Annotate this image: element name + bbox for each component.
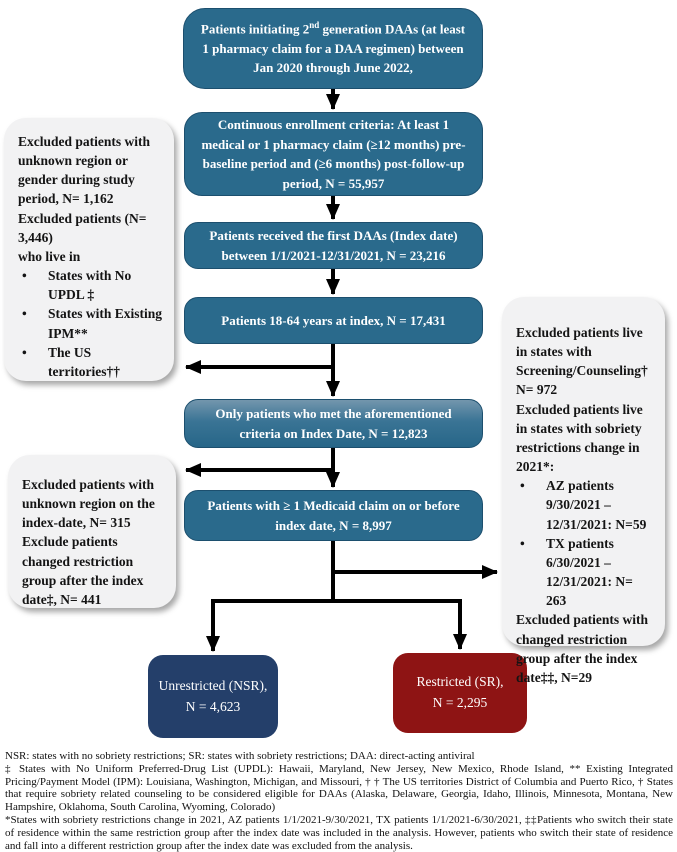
bullet-icon: •: [22, 344, 27, 360]
exclusion-left2-para1: Excluded patients with unknown region on the index-date, N= 315 Exclude patients changed restriction group after the index date‡, N= 441: [22, 477, 155, 607]
flow-box-medicaid-claim: [184, 490, 483, 541]
exclusion-left1-para2: who live in: [18, 248, 81, 264]
outcome-box-restricted: [393, 653, 527, 733]
bullet-icon: •: [520, 535, 525, 551]
exclusion-left1-bullet-2-text: States with Existing IPM**: [48, 306, 163, 341]
footnote-state-definitions: ‡ States with No Uniform Preferred-Drug List (UPDL): Hawaii, Maryland, New Jersey, New Mexico, Rhode Island, ** Existing Integrated Pricing/Payment Model (IPM): Louisiana, Washington, Michigan, and Missouri, † † The US territories District of Columbia and Puerto Rico, † States that require sobriety related counseling to be considered eligible for DAAs (Alaska, Delaware, Georgia, Idaho, Illinois, Minnesota, Montana, New Hampshire, Oklahoma, South Carolina, Wyoming, Colorado): [5, 762, 673, 814]
exclusion-box-unknown-region-index-date: [8, 455, 176, 608]
bullet-icon: •: [22, 268, 27, 284]
flow-box-criteria-text: Only patients who met the aforementioned criteria on Index Date, N = 12,823: [215, 406, 452, 441]
box1-text-suffix: generation DAAs (at least 1 pharmacy claim for a DAA regimen) between Jan 2020 through June 2022,: [202, 21, 466, 76]
flow-box-age-18-64-text: Patients 18-64 years at index, N = 17,431: [221, 312, 446, 328]
exclusion-right-bullet-2: [516, 534, 655, 611]
exclusion-box-unknown-region-gender: [4, 118, 174, 381]
exclusion-right-para3: Excluded patients with changed restriction group after the index date‡‡, N=29: [516, 612, 649, 685]
flow-box-first-daas-text: Patients received the first DAAs (Index date) between 1/1/2021-12/31/2021, N = 23,216: [209, 228, 458, 263]
box1-text-prefix: Patients initiating 2: [200, 21, 310, 37]
flow-box-initiating-daas: [183, 8, 483, 89]
outcome-unrestricted-count: N = 4,623: [185, 698, 241, 714]
outcome-restricted-label: Restricted (SR),: [416, 674, 504, 690]
flow-box-age-18-64: [184, 297, 483, 344]
flow-box-first-daas-index-date: [184, 222, 483, 269]
outcome-restricted-count: N = 2,295: [432, 695, 488, 710]
flow-box-initiating-daas-text: [200, 19, 466, 78]
outcome-box-unrestricted: [148, 655, 278, 738]
exclusion-right-para2: Excluded patients live in states with sobriety restrictions change in 2021*:: [516, 401, 643, 475]
exclusion-right-bullet-1: [516, 476, 655, 533]
exclusion-left1-bullet-1: [18, 266, 164, 304]
exclusion-left1-bullet-3: [18, 343, 164, 381]
exclusion-left1-bullet-3-text: The US territories††: [48, 344, 120, 379]
box1-superscript: nd: [309, 20, 320, 31]
exclusion-right-bullet-1-text: AZ patients 9/30/2021 – 12/31/2021: N=59: [546, 478, 647, 532]
bullet-icon: •: [520, 478, 525, 494]
exclusion-left1-para1: Excluded patients with unknown region or gender during study period, N= 1,162 Excluded patients (N= 3,446): [18, 134, 151, 245]
exclusion-right-para1: Excluded patients live in states with Screening/Counseling† N= 972: [516, 325, 648, 398]
exclusion-left1-bullet-1-text: States with No UPDL ‡: [48, 268, 132, 303]
exclusion-left1-bullet-2: [18, 304, 164, 342]
footnotes: [5, 750, 673, 852]
exclusion-box-screening-sobriety: [502, 297, 665, 685]
outcome-unrestricted-label: Unrestricted (NSR),: [158, 677, 268, 693]
flow-box-continuous-enrollment: [184, 112, 483, 196]
flow-box-medicaid-claim-text: Patients with ≥ 1 Medicaid claim on or before index date, N = 8,997: [207, 498, 460, 533]
bullet-icon: •: [22, 306, 27, 322]
footnote-restriction-changes: *States with sobriety restrictions change in 2021, AZ patients 1/1/2021-9/30/2021, TX patients 1/1/2021-6/30/2021, ‡‡Patients who switch their state of residence within the same restriction group after the index date was included in the analysis. However, patients who switch their state of residence and fall into a different restriction group after the index date was excluded from the analysis.: [5, 813, 673, 852]
footnote-abbreviations: NSR: states with no sobriety restrictions; SR: states with sobriety restrictions; DAA: direct-acting antiviral: [5, 750, 475, 762]
exclusion-right-bullet-2-text: TX patients 6/30/2021 – 12/31/2021: N= 263: [546, 535, 633, 609]
flow-box-criteria-on-index-date: [184, 399, 483, 448]
flow-box-continuous-enrollment-text: Continuous enrollment criteria: At least 1 medical or 1 pharmacy claim (≥12 months) pre-baseline period and (≥6 months) post-follow-up period, N = 55,957: [201, 117, 466, 191]
